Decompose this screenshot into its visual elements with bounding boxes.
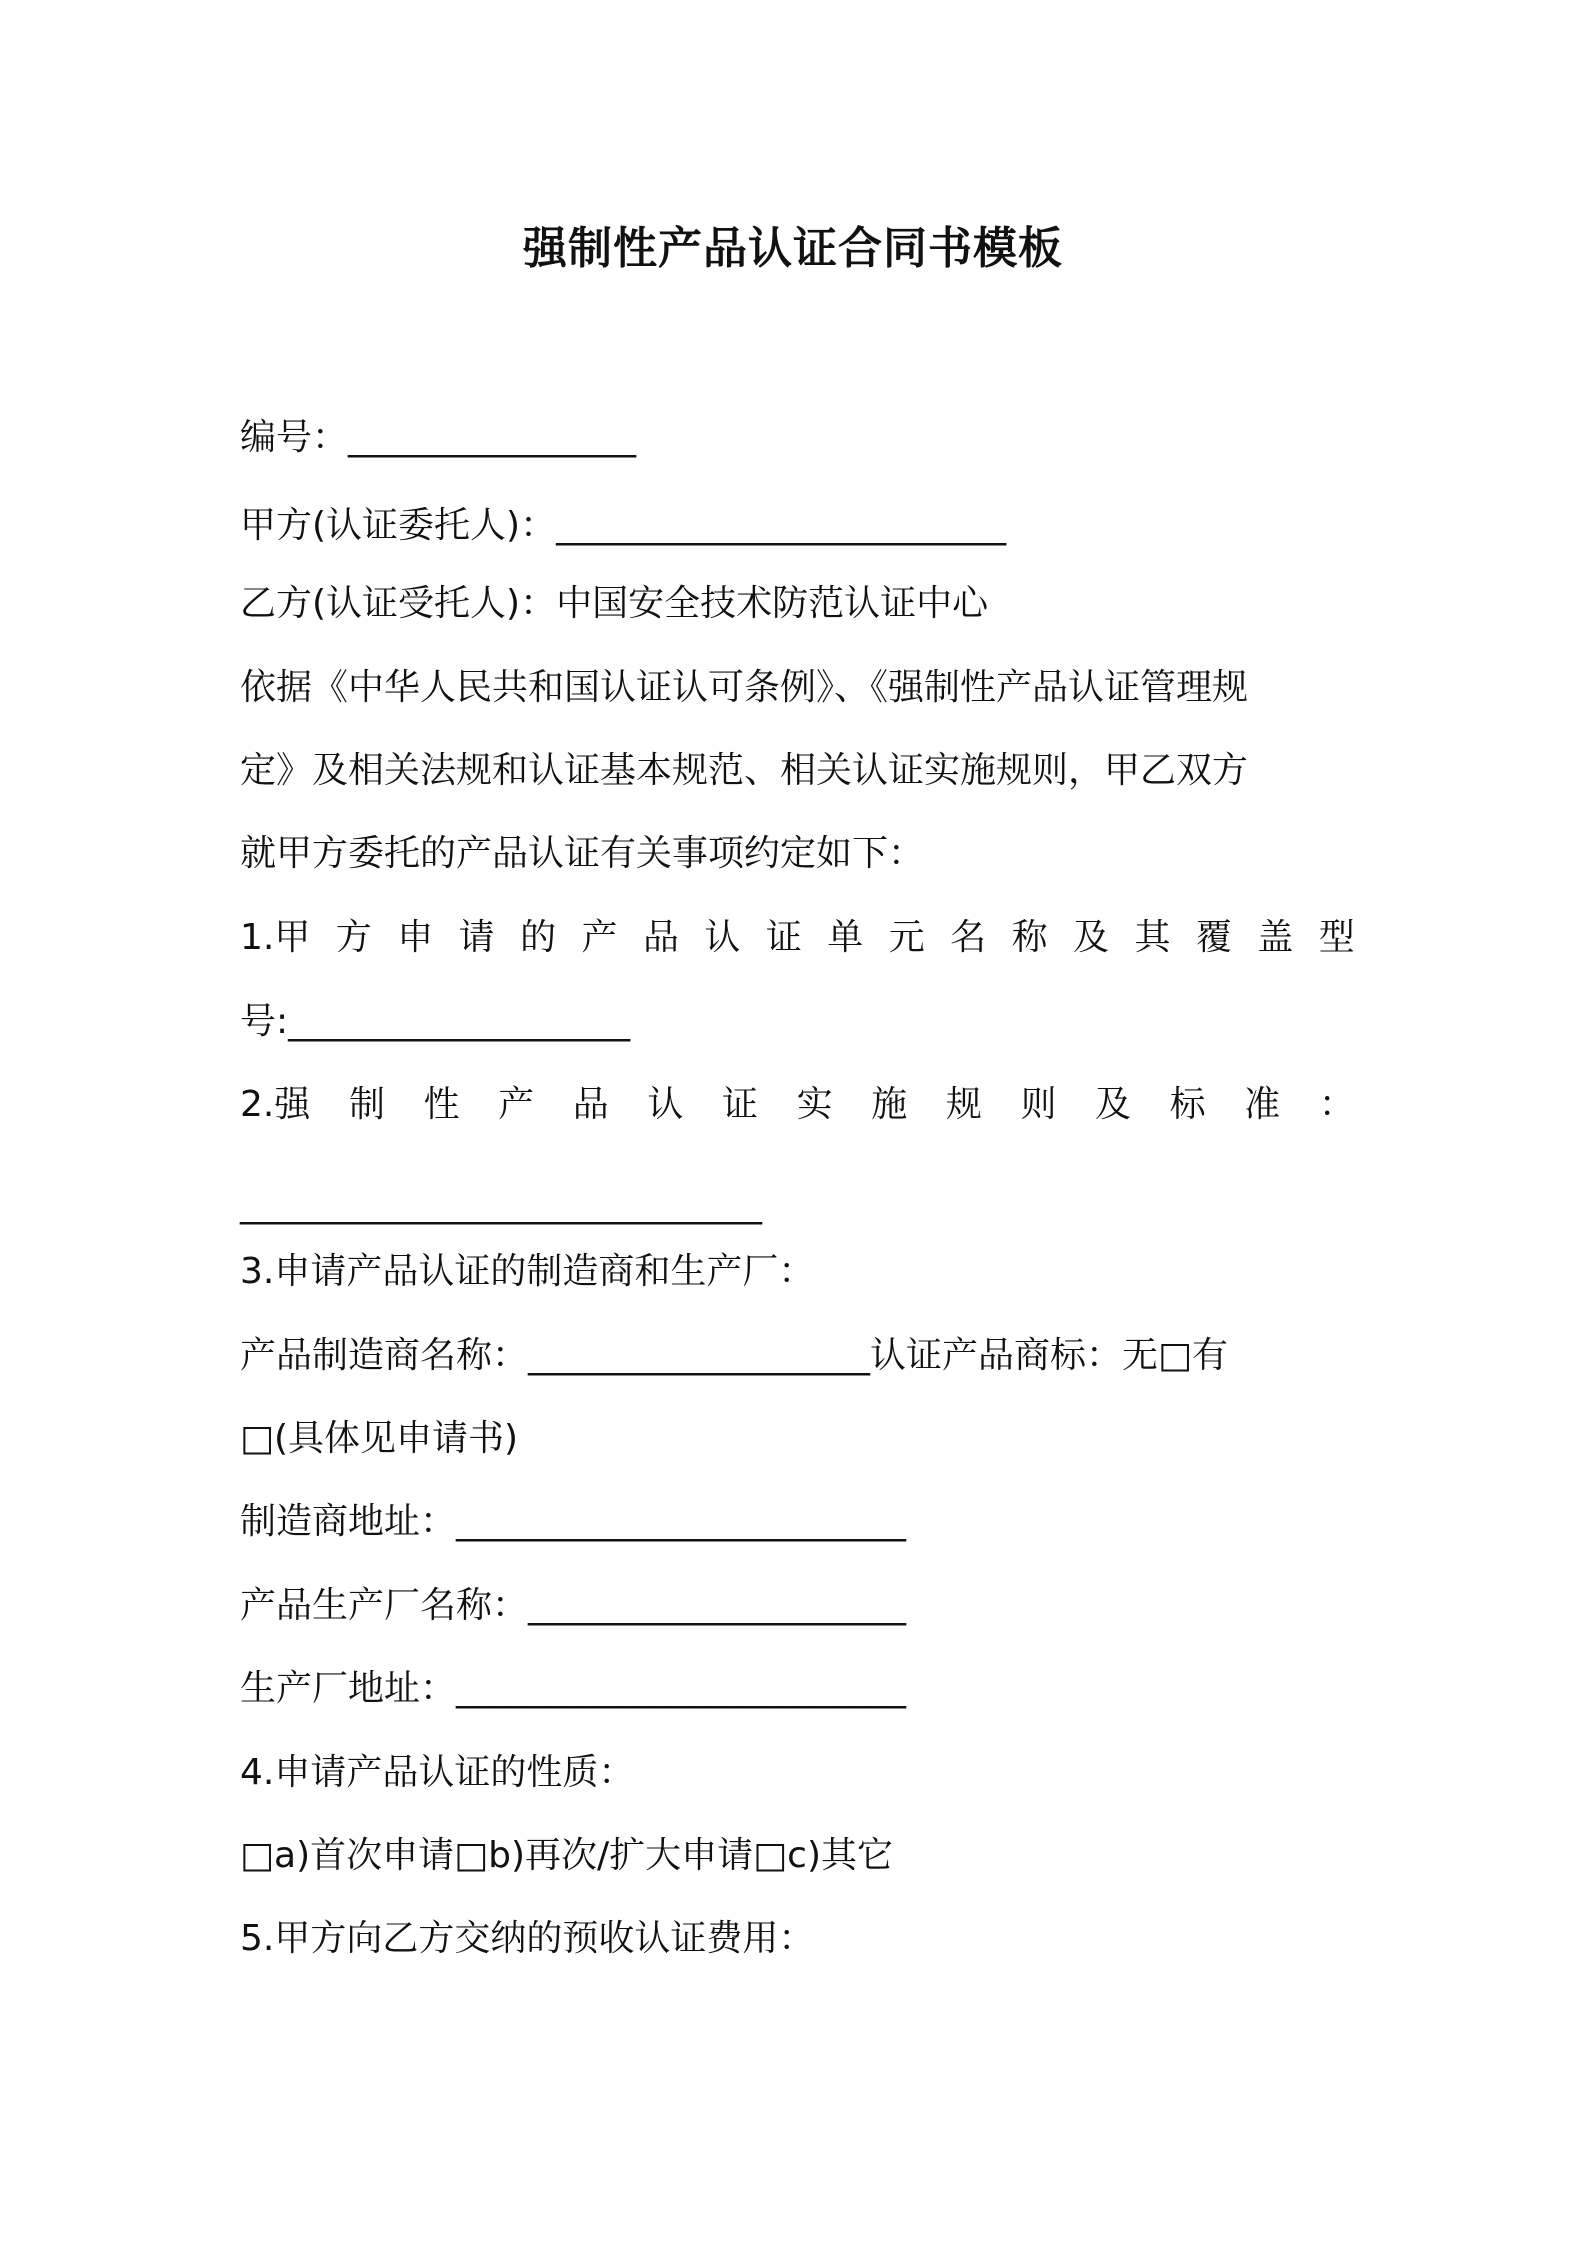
factory-name-line: 产品生产厂名称：_____________________ [240,1585,907,1626]
item1-char: 证 [765,917,802,958]
item1-char: 品 [642,917,679,958]
item2-char: 标 [1169,1084,1206,1125]
item3-heading: 3.申请产品认证的制造商和生产厂： [240,1251,815,1292]
item2-char: 性 [423,1084,460,1125]
factory-address-line: 生产厂地址：_________________________ [240,1668,907,1709]
manufacturer-name-line-continued: □(具体见申请书) [240,1418,519,1459]
item1-char: 及 [1073,917,1110,958]
contract-number-line: 编号：________________ [240,417,637,458]
item1-char: 名 [950,917,987,958]
basis-paragraph-line-2: 定》及相关法规和认证基本规范、相关认证实施规则，甲乙双方 [240,750,1249,791]
item2-char: 则 [1020,1084,1057,1125]
item1-char: 其 [1134,917,1171,958]
item1-char: 认 [704,917,741,958]
item1-char: 元 [888,917,925,958]
party-b-line: 乙方(认证受托人)：中国安全技术防范认证中心 [240,583,989,624]
basis-paragraph-line-1: 依据《中华人民共和国认证认可条例》、《强制性产品认证管理规 [240,667,1249,708]
item1-blank: 号:___________________ [240,1001,631,1042]
item4-options: □a)首次申请□b)再次/扩大申请□c)其它 [240,1835,894,1876]
manufacturer-address-line: 制造商地址：_________________________ [240,1501,907,1542]
item4-heading: 4.申请产品认证的性质： [240,1752,635,1793]
item1-heading [240,914,1355,962]
item2-char: 品 [572,1084,609,1125]
item2-char: 及 [1095,1084,1132,1125]
item1-char: 方 [335,917,372,958]
item1-char: 盖 [1257,917,1294,958]
item2-char: 2.强 [240,1084,311,1125]
item2-char: 规 [945,1084,982,1125]
item5-heading: 5.甲方向乙方交纳的预收认证费用： [240,1918,815,1959]
item1-char: 产 [581,917,618,958]
item1-char: 申 [397,917,434,958]
item2-char: 实 [796,1084,833,1125]
item2-blank: _____________________________ [240,1184,762,1225]
item2-char: 产 [498,1084,535,1125]
item1-char: 单 [827,917,864,958]
item1-char: 型 [1318,917,1355,958]
basis-paragraph-line-3: 就甲方委托的产品认证有关事项约定如下： [240,833,925,874]
item2-char: 制 [348,1084,385,1125]
item1-char: 1.甲 [240,917,311,958]
item1-char: 称 [1011,917,1048,958]
document-title: 强制性产品认证合同书模板 [523,223,1063,274]
item2-heading [240,1081,1355,1129]
manufacturer-name-line: 产品制造商名称：___________________认证产品商标：无□有 [240,1335,1229,1376]
item2-char: 认 [647,1084,684,1125]
item2-char: 施 [871,1084,908,1125]
item2-char: 证 [722,1084,759,1125]
party-a-line: 甲方(认证委托人)：_________________________ [240,505,1007,546]
item2-char: ： [1318,1084,1355,1125]
item1-char: 覆 [1195,917,1232,958]
item2-char: 准 [1244,1084,1281,1125]
item1-char: 请 [458,917,495,958]
item1-char: 的 [520,917,557,958]
